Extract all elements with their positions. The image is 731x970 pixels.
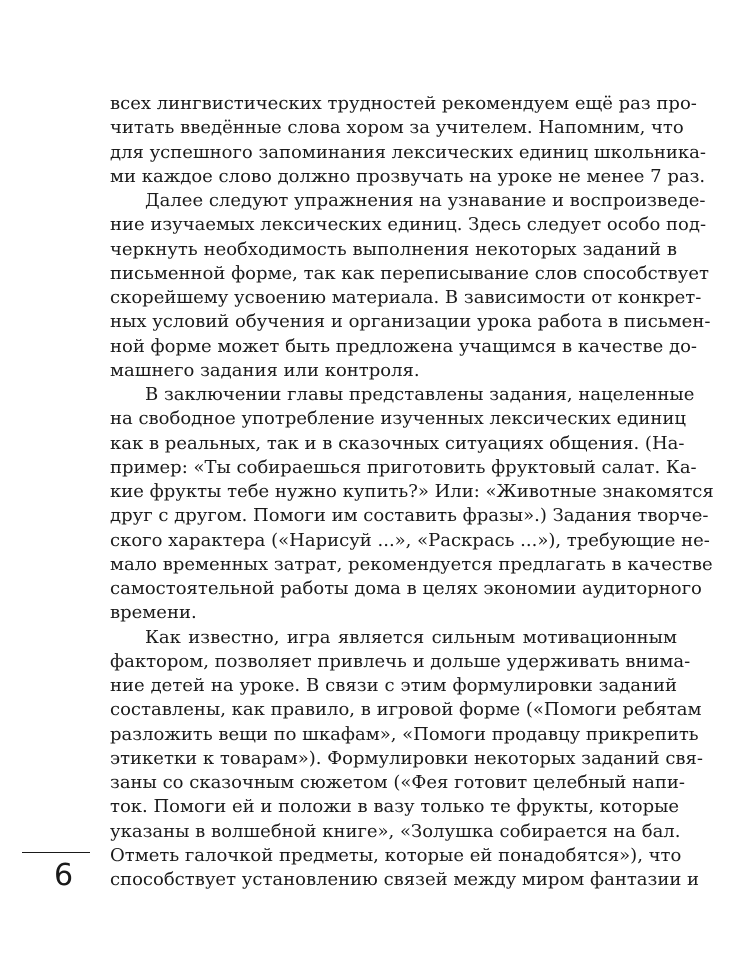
- text-line: ной форме может быть предложена учащимся в качестве до-: [110, 335, 697, 357]
- text-line: кие фрукты тебе нужно купить?» Или: «Животные знакомятся: [110, 481, 714, 502]
- text-line: читать введённые слова хором за учителем. Напомним, что: [110, 117, 684, 139]
- text-line: ных условий обучения и организации урока работа в письмен-: [110, 311, 711, 333]
- paragraph-last-line: машнего задания или контроля.: [110, 359, 420, 381]
- text-line: ского характера («Нарисуй ...», «Раскрась ...»), требующие не-: [110, 529, 710, 551]
- text-line: ние детей на уроке. В связи с этим формулировки заданий: [110, 675, 677, 696]
- text-line: указаны в волшебной книге», «Золушка собирается на бал.: [110, 820, 681, 842]
- text-line: письменной форме, так как переписывание слов способствует: [110, 262, 709, 284]
- text-line: способствует установлению связей между миром фантазии и: [110, 869, 700, 890]
- page-number: 6: [54, 858, 74, 893]
- text-line: ние изучаемых лексических единиц. Здесь следует особо под-: [110, 214, 707, 236]
- text-line: этикетки к товарам»). Формулировки некоторых заданий свя-: [110, 747, 703, 769]
- text-line: для успешного запоминания лексических единиц школьника-: [110, 141, 706, 163]
- text-line: Отметь галочкой предметы, которые ей понадобятся»), что: [110, 844, 682, 866]
- paragraph-last-line: ми каждое слово должно прозвучать на уроке не менее 7 раз.: [110, 165, 706, 187]
- text-line: заны со сказочным сюжетом («Фея готовит целебный напи-: [110, 772, 685, 793]
- text-line: мало временных затрат, рекомендуется предлагать в качестве: [110, 553, 713, 575]
- text-line: пример: «Ты собираешься приготовить фруктовый салат. Ка-: [110, 456, 697, 478]
- text-line: на свободное употребление изученных лексических единиц: [110, 408, 686, 430]
- paragraph-last-line: времени.: [110, 602, 197, 624]
- paragraph-first-line: Далее следуют упражнения на узнавание и воспроизведе-: [145, 190, 706, 211]
- paragraph-first-line: В заключении главы представлены задания, нацеленные: [145, 384, 695, 405]
- text-line: как в реальных, так и в сказочных ситуациях общения. (На-: [110, 432, 685, 454]
- text-line: друг с другом. Помоги им составить фразы».) Задания творче-: [110, 505, 709, 527]
- text-line: составлены, как правило, в игровой форме («Помоги ребятам: [110, 699, 702, 721]
- paragraph-first-line: Как известно, игра является сильным мотивационным: [145, 626, 677, 648]
- text-line: самостоятельной работы дома в целях экономии аудиторного: [110, 578, 702, 599]
- text-line: разложить вещи по шкафам», «Помоги продавцу прикрепить: [110, 723, 699, 745]
- text-line: всех лингвистических трудностей рекомендуем ещё раз про-: [110, 93, 697, 114]
- footer-rule: [22, 852, 90, 853]
- text-line: черкнуть необходимость выполнения некоторых заданий в: [110, 238, 677, 260]
- text-line: ток. Помоги ей и положи в вазу только те фрукты, которые: [110, 796, 680, 818]
- text-line: фактором, позволяет привлечь и дольше удерживать внима-: [110, 650, 691, 672]
- text-line: скорейшему усвоению материала. В зависимости от конкрет-: [110, 287, 702, 308]
